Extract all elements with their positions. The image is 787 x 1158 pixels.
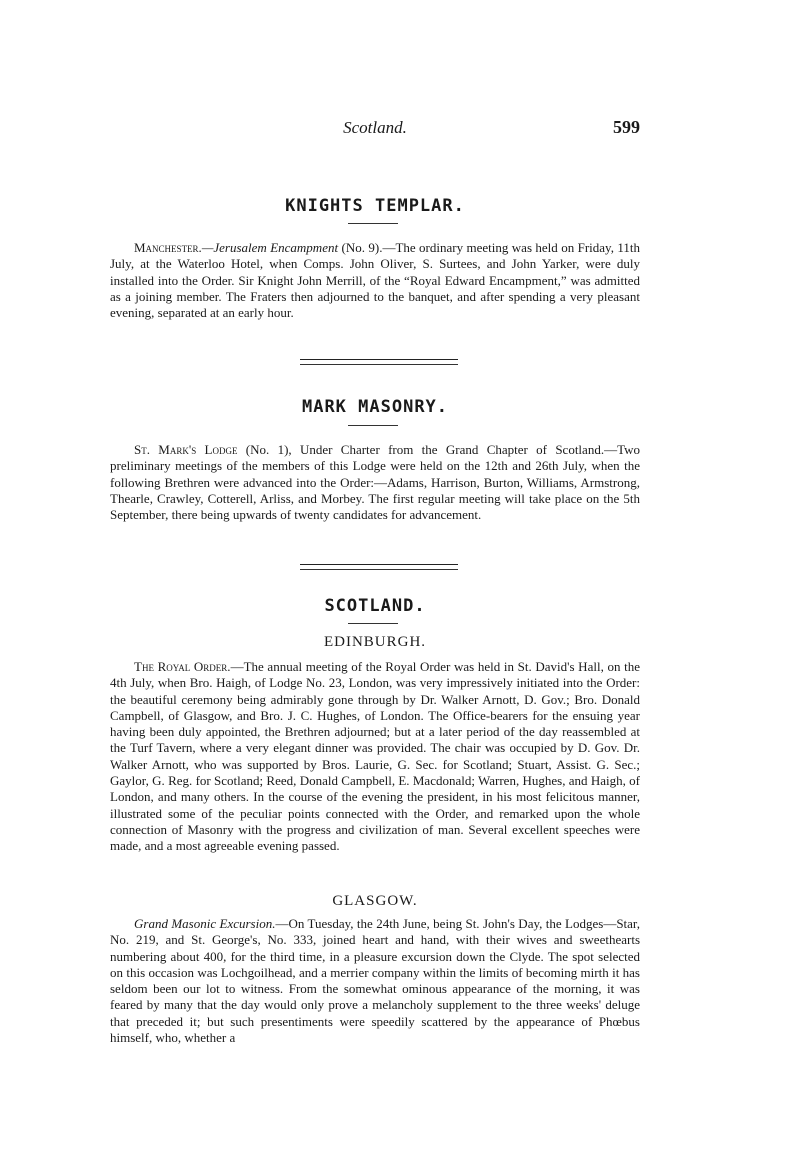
page-number: 599 xyxy=(613,117,640,137)
lead-small-caps: Manchester. xyxy=(134,240,202,255)
section-divider xyxy=(300,564,458,565)
body-text: (No. 1), Under Charter from the Grand Chapter of Scotland.—Two preliminary meetings of the members of this Lodge were held on the 12th and 26th July, when the following Brethren were advanced into the Order:—Adams, Harrison, Burton, Williams, Armstrong, Thearle, Crawley, Cotterell, Arliss, and Morbey. The first regular meeting will take place on the 5th September, there being upwards of twenty candidates for advancement. xyxy=(110,442,640,523)
section-title-mark-masonry: MARK MASONRY. xyxy=(301,397,449,417)
running-head xyxy=(110,118,640,142)
running-head-title: Scotland. xyxy=(343,118,407,137)
body-text: —The annual meeting of the Royal Order was held in St. David's Hall, on the 4th July, when Bro. Haigh, of Lodge No. 23, London, was very impressively initiated into the Order: the beautiful ceremony being admirably gone through by Dr. Walker Arnott, D. Gov.; Bro. Donald Campbell, of Glasgow, and Bro. J. C. Hughes, of London. The Office-bearers for the ensuing year having been duly appointed, the Brethren adjourned; but at a later period of the day reassembled at the Turf Tavern, where a very elegant dinner was provided. The chair was occupied by D. Gov. Dr. Walker Arnott, who was supported by Bros. Laurie, G. Sec. for Scotland; Stuart, Assist. G. Sec.; Gaylor, G. Reg. for Scotland; Reed, Donald Campbell, E. Macdonald; Warren, Hughes, and Haigh, of London, and many others. In the course of the evening the president, in his most felicitous manner, illustrated some of the peculiar points connected with the Order, and remarked upon the whole connection of Masonry with the progress and civilization of man. Several excellent speeches were made, and a most agreeable evening passed. xyxy=(110,659,641,854)
title-underline xyxy=(348,425,398,426)
section-divider xyxy=(300,359,458,360)
section-divider xyxy=(300,569,458,570)
body-text: (No. 9).—The ordinary meeting was held on Friday, 11th July, at the Waterloo Hotel, when Comps. John Oliver, S. Surtees, and John Yarker, were duly installed into the Order. Sir Knight John Merrill, of the “Royal Edward Encampment,” was admitted as a joining member. The Fraters then adjourned to the banquet, and after spending a very pleasant evening, separated at an early hour. xyxy=(110,240,640,321)
paragraph-mark-masonry xyxy=(110,442,640,523)
paragraph-glasgow xyxy=(110,916,640,1046)
paragraph-knights-templar xyxy=(110,240,640,321)
body-text: —On Tuesday, the 24th June, being St. John's Day, the Lodges—Star, No. 219, and St. George's, No. 333, joined heart and hand, with their wives and sweethearts numbering about 400, for the third time, in a pleasure excursion down the Clyde. The spot selected on this occasion was Lochgoilhead, and a merrier company within the limits of becoming mirth it has seldom been our lot to witness. From the somewhat ominous appearance of the morning, it was feared by many that the day would only prove a melancholy supplement to the three weeks' deluge that preceded it; but such presentiments were speedily scattered by the appearance of Phœbus himself, who, whether a xyxy=(110,916,640,1046)
section-title-knights-templar: KNIGHTS TEMPLAR. xyxy=(285,196,465,216)
subsection-title-edinburgh: EDINBURGH. xyxy=(323,634,427,650)
lead-italic: Grand Masonic Excursion. xyxy=(134,916,276,931)
lead-small-caps: St. Mark's Lodge xyxy=(134,442,238,457)
subsection-title-glasgow: GLASGOW. xyxy=(332,893,418,909)
title-underline xyxy=(348,623,398,624)
lead-small-caps: The Royal Order. xyxy=(134,659,231,674)
section-title-scotland: SCOTLAND. xyxy=(324,596,426,616)
lead-italic: —Jerusalem Encampment xyxy=(201,240,339,255)
section-divider xyxy=(300,364,458,365)
title-underline xyxy=(348,223,398,224)
paragraph-edinburgh xyxy=(110,659,640,855)
